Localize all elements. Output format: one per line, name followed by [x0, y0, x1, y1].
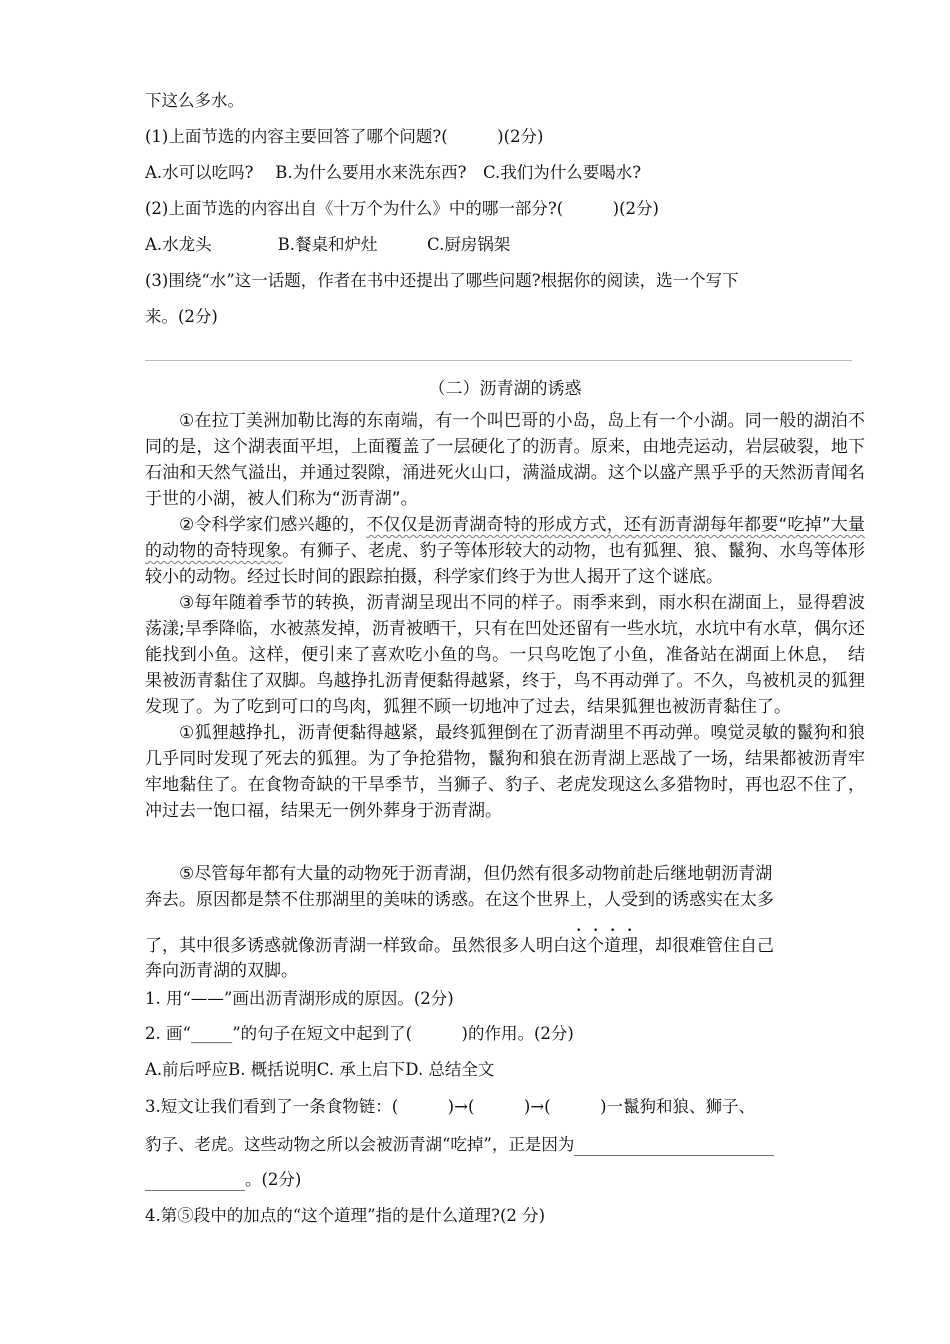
- paragraph-4: ①狐狸越挣扎，沥青便黏得越紧，最终狐狸倒在了沥青湖里不再动弹。嗅觉灵敏的鬣狗和狼几乎同时发现了死去的狐狸。为了争抢猎物，鬣狗和狼在沥青湖上恶战了一场，结果都被沥青牢牢地黏住了。在食物奇缺的干旱季节，当狮子、豹子、老虎发现这么多猎物时，再也忍不住了，冲过去一饱口福，结果无一例外葬身于沥青湖。: [145, 723, 865, 821]
- paragraph-5-line-2: 奔去。原因都是禁不住那湖里的美味的诱惑。在这个世界上，人受到的诱惑实在太多: [145, 890, 774, 910]
- question-3-line-2: 来。(2分): [145, 307, 218, 326]
- answer-blank-continued[interactable]: [145, 1174, 245, 1191]
- question-b4: 4.第⑤段中的加点的“这个道理”指的是什么道理?(2 分): [145, 1206, 546, 1225]
- dotted-phrase: 这个道理: [570, 936, 638, 956]
- section-divider: [145, 360, 852, 361]
- underline-mark: _____: [190, 1024, 233, 1043]
- paragraph-5-line-4: 奔向沥青湖的双脚。: [145, 961, 298, 981]
- question-2-options: A.水龙头 B.餐桌和炉灶 C.厨房锅架: [145, 235, 511, 254]
- paragraph-2: [145, 512, 865, 590]
- question-3-line-1: (3)围绕“水”这一话题，作者在书中还提出了哪些问题?根据你的阅读，选一个写下: [145, 271, 739, 290]
- question-b2-options: A.前后呼应B. 概括说明C. 承上启下D. 总结全文: [145, 1060, 495, 1079]
- paragraph-5-line-3-end: ，却很难管住自己: [638, 936, 774, 956]
- wavy-underlined-sentence: 不仅仅是沥青湖奇特的形成方式，还有沥青湖每年都要“吃掉”大量的动物的奇特现象: [145, 515, 865, 561]
- text-line: 下这么多水。: [145, 91, 244, 110]
- question-b3-text: 豹子、老虎。这些动物之所以会被沥青湖“吃掉”，正是因为: [145, 1135, 575, 1154]
- paragraph-5-line-3-start: 了，其中很多诱惑就像沥青湖一样致命。虽然很多人明白: [145, 936, 570, 956]
- question-b2-start: 2. 画“: [145, 1024, 191, 1043]
- question-b3-line-2: [145, 1134, 774, 1156]
- article-body: [145, 408, 865, 824]
- paragraph-1: ①在拉丁美洲加勒比海的东南端，有一个叫巴哥的小岛，岛上有一个小湖。同一般的湖泊不同的是，这个湖表面平坦，上面覆盖了一层硬化了的沥青。原来，由地壳运动，岩层破裂，地下石油和天然气溢出，并通过裂隙，涌进死火山口，满溢成湖。这个以盛产黑乎乎的天然沥青闻名于世的小湖，被人们称为“沥青湖”。: [145, 411, 865, 509]
- paragraph-5-line-3: [145, 926, 774, 957]
- section-title: （二）沥青湖的诱惑: [428, 379, 582, 399]
- question-1-options: A.水可以吃吗? B.为什么要用水来洗东西? C.我们为什么要喝水?: [145, 163, 642, 182]
- paragraph-3: ③每年随着季节的转换，沥青湖呈现出不同的样子。雨季来到，雨水积在湖面上，显得碧波荡漾;旱季降临，水被蒸发掉，沥青被晒干，只有在凹处还留有一些水坑，水坑中有水草，偶尔还能找到小鱼。这样，便引来了喜欢吃小鱼的鸟。一只鸟吃饱了小鱼，准备站在湖面上休息， 结果被沥青黏住了双脚。鸟越挣扎沥青便黏得越紧，终于，鸟不再动弹了。不久，鸟被机灵的狐狸发现了。为了吃到可口的鸟肉，狐狸不顾一切地冲了过去，结果狐狸也被沥青黏住了。: [145, 593, 865, 717]
- question-b2-end: ”的句子在短文中起到了( )的作用。(2分): [232, 1024, 574, 1043]
- question-b3-score: 。(2分): [245, 1170, 302, 1189]
- question-b3-line-3: [145, 1169, 301, 1191]
- question-b1: 1. 用“——”画出沥青湖形成的原因。(2分): [145, 989, 454, 1008]
- paragraph-5-line-1: ⑤尽管每年都有大量的动物死于沥青湖，但仍然有很多动物前赴后继地朝沥青湖: [179, 864, 773, 884]
- paragraph-2-start: ②令科学家们感兴趣的，: [179, 515, 367, 535]
- question-2: (2)上面节选的内容出自《十万个为什么》中的哪一部分?( )(2分): [145, 199, 659, 218]
- paragraph-2-end: 。有狮子、老虎、豹子等体形较大的动物，也有狐狸、狼、鬣狗、水鸟等体形较小的动物。经过长时间的跟踪拍摄，科学家们终于为世人揭开了这个谜底。: [145, 541, 865, 587]
- question-1: (1)上面节选的内容主要回答了哪个问题?( )(2分): [145, 127, 544, 146]
- answer-blank[interactable]: [574, 1139, 774, 1156]
- question-b3-line-1: 3.短文让我们看到了一条食物链：( )→( )→( )一鬣狗和狼、狮子、: [145, 1097, 756, 1116]
- question-b2: [145, 1023, 574, 1045]
